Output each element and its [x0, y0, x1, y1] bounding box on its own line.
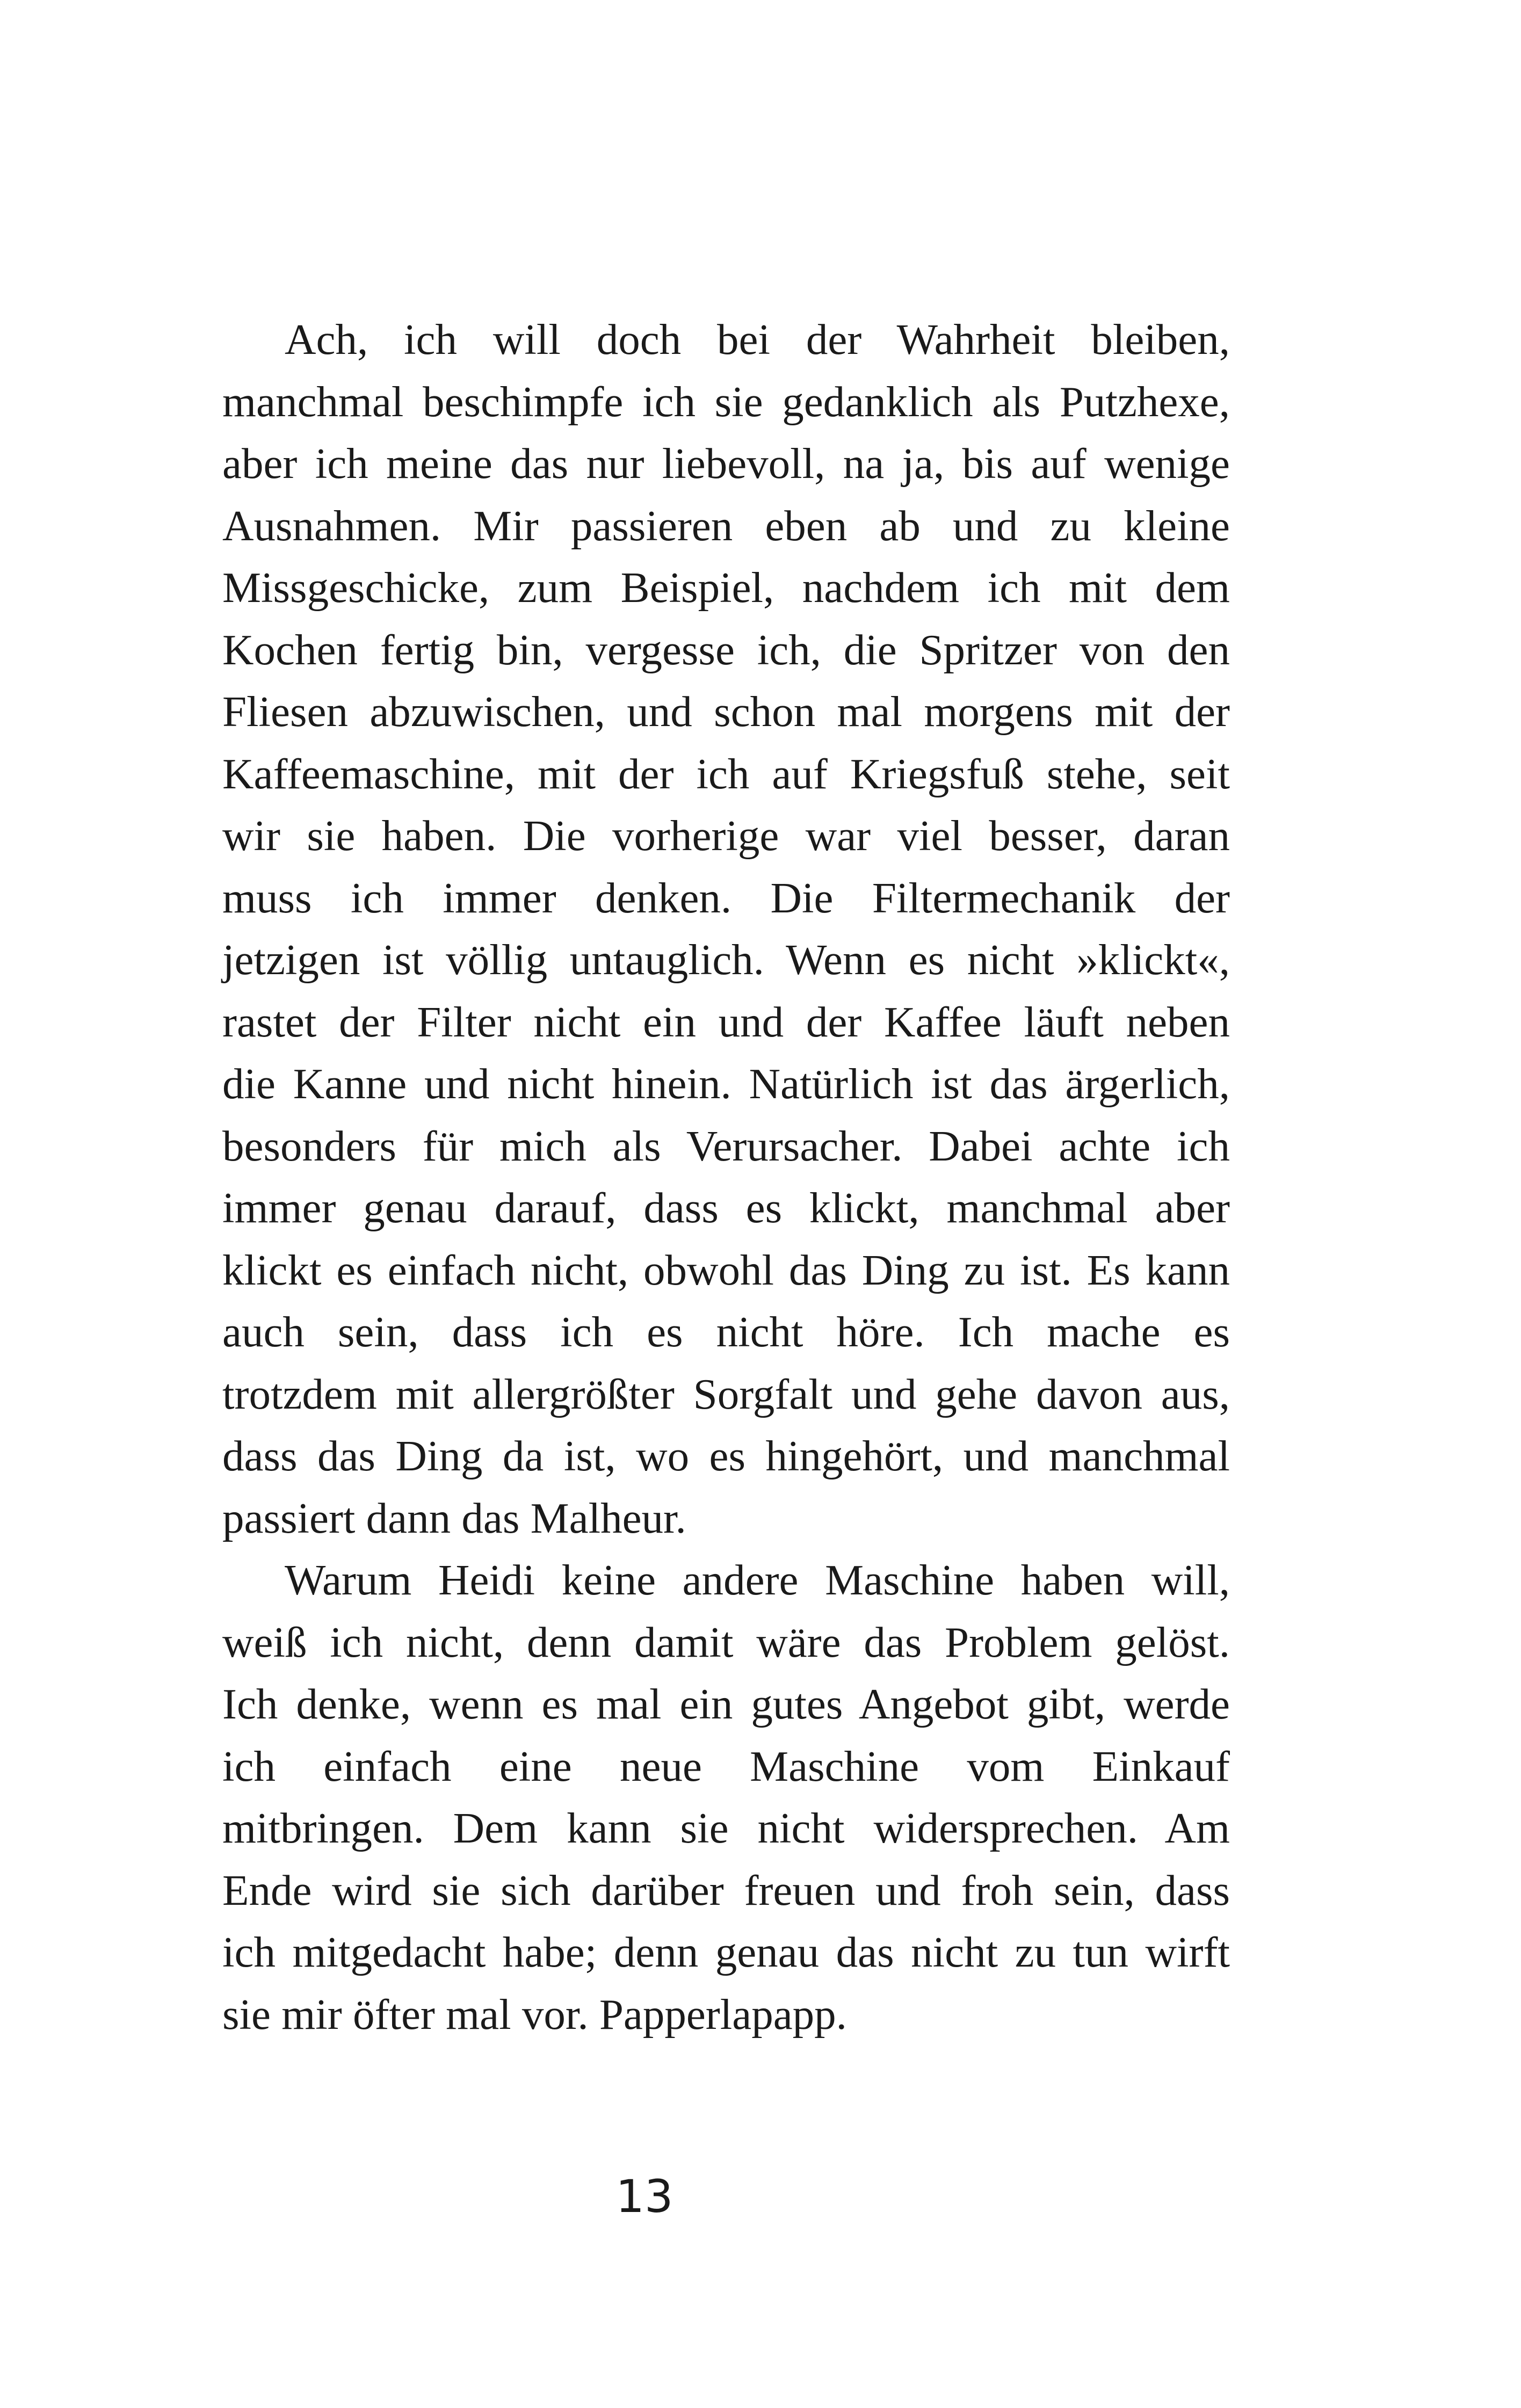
text-line: die Kanne und nicht hinein. Natürlich ist das ärgerlich, [222, 1060, 1230, 1108]
text-line: passiert dann das Malheur. [222, 1493, 686, 1542]
text-line: Fliesen abzuwischen, und schon mal morgens mit der [222, 687, 1230, 736]
text-line: ich mitgedacht habe; denn genau das nicht zu tun wirft [222, 1928, 1230, 1976]
text-line: besonders für mich als Verursacher. Dabei achte ich [222, 1121, 1230, 1170]
text-line: jetzigen ist völlig untauglich. Wenn es nicht »klickt«, [222, 935, 1230, 984]
text-line: Missgeschicke, zum Beispiel, nachdem ich mit dem [222, 563, 1230, 612]
text-line: sie mir öfter mal vor. Papperlapapp. [222, 1990, 847, 2039]
text-line: muss ich immer denken. Die Filtermechanik der [222, 873, 1230, 922]
text-line: rastet der Filter nicht ein und der Kaffee läuft neben [222, 997, 1230, 1046]
body-text [222, 309, 1230, 2046]
text-line: mitbringen. Dem kann sie nicht widersprechen. Am [222, 1804, 1230, 1852]
text-line: Ich denke, wenn es mal ein gutes Angebot gibt, werde [222, 1680, 1230, 1728]
text-line: aber ich meine das nur liebevoll, na ja, bis auf wenige [222, 439, 1230, 488]
text-line: Warum Heidi keine andere Maschine haben will, [285, 1556, 1230, 1604]
text-line: Ende wird sie sich darüber freuen und froh sein, dass [222, 1866, 1230, 1914]
text-line: manchmal beschimpfe ich sie gedanklich als Putzhexe, [222, 377, 1230, 426]
text-line: wir sie haben. Die vorherige war viel besser, daran [222, 811, 1230, 860]
text-line: Kochen fertig bin, vergesse ich, die Spritzer von den [222, 625, 1230, 674]
text-line: ich einfach eine neue Maschine vom Einkauf [222, 1742, 1230, 1790]
page-number: 13 [615, 2170, 673, 2223]
text-line: Kaffeemaschine, mit der ich auf Kriegsfuß stehe, seit [222, 749, 1230, 798]
text-line: dass das Ding da ist, wo es hingehört, und manchmal [222, 1432, 1230, 1480]
text-line: Ausnahmen. Mir passieren eben ab und zu kleine [222, 501, 1230, 550]
text-line: weiß ich nicht, denn damit wäre das Problem gelöst. [222, 1618, 1230, 1666]
text-line: trotzdem mit allergrößter Sorgfalt und gehe davon aus, [222, 1369, 1230, 1418]
text-line: auch sein, dass ich es nicht höre. Ich mache es [222, 1308, 1230, 1356]
text-line: immer genau darauf, dass es klickt, manchmal aber [222, 1184, 1230, 1232]
text-line: klickt es einfach nicht, obwohl das Ding zu ist. Es kann [222, 1245, 1230, 1294]
text-line: Ach, ich will doch bei der Wahrheit bleiben, [285, 315, 1230, 364]
